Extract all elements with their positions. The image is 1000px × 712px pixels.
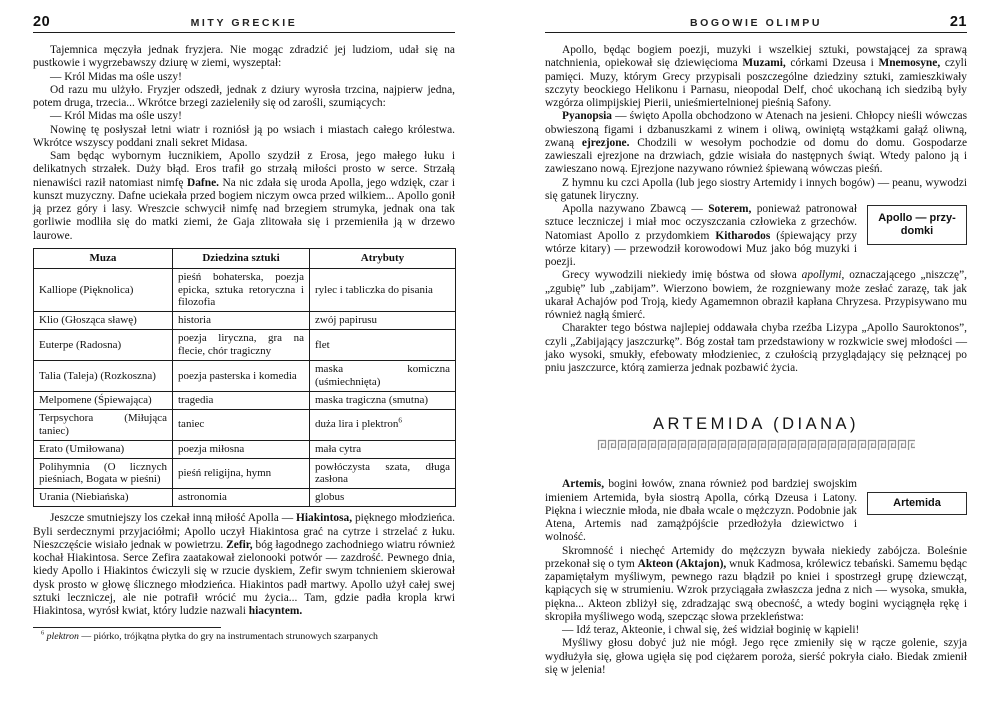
table-row bbox=[34, 312, 456, 330]
table-row bbox=[34, 458, 456, 489]
artemida-box: Artemida bbox=[867, 492, 967, 515]
running-head-left: MITY GRECKIE bbox=[190, 17, 298, 29]
table-cell: pieśń bohaterska, poezja epicka, sztuka retoryczna i filozofia bbox=[173, 268, 310, 312]
table-cell: tragedia bbox=[173, 391, 310, 409]
left-page-header bbox=[33, 14, 455, 33]
paragraph: Z hymnu ku czci Apolla (lub jego siostry Artemidy i innych bogów) — peanu, wywodzi się gatunek liryczny. bbox=[545, 176, 967, 202]
section-title: ARTEMIDA (DIANA) bbox=[652, 415, 860, 434]
paragraph: Skromność i niechęć Artemidy do mężczyzn bywała niekiedy zabójcza. Boleśnie przekonał się o tym Akteon (Aktajon), wnuk Kadmosa, królewicz tebański. Samemu będąc zapamiętałym myśliwym, pewnego razu błądził po kniei i spostrzegł grupę dziewcząt, kąpiących się w strumieniu. Wzrok przyciągała zwłaszcza jedna z nich — wysoka, smukła, piękna... Akteon zbliżył się, zdradzając swą obecność, a wtedy bogini wyciągnęła rękę i skropiła myśliwego wodą, szepcząc słowa przekleństwa: bbox=[545, 544, 967, 623]
table-cell: Urania (Niebiańska) bbox=[34, 489, 173, 507]
table-cell: Erato (Umiłowana) bbox=[34, 440, 173, 458]
table-cell: maska komiczna (uśmiechnięta) bbox=[310, 361, 456, 392]
table-header-cell: Dziedzina sztuki bbox=[173, 248, 310, 268]
table-cell: flet bbox=[310, 330, 456, 361]
section-heading-block bbox=[545, 415, 967, 452]
page-number-left: 20 bbox=[33, 14, 51, 30]
table-cell: Klio (Głosząca sławę) bbox=[34, 312, 173, 330]
table-cell: astronomia bbox=[173, 489, 310, 507]
table-cell: duża lira i plektron$^6$ bbox=[310, 409, 456, 440]
table-cell: taniec bbox=[173, 409, 310, 440]
table-row bbox=[34, 489, 456, 507]
table-cell: maska tragiczna (smutna) bbox=[310, 391, 456, 409]
table-row bbox=[34, 268, 456, 312]
paragraph: Charakter tego bóstwa najlepiej oddawała chyba rzeźba Lizypa „Apollo Sauroktonos”, czyli „Zabijający jaszczurkę”. Bóg został tam przedstawiony w rozkwicie swej młodości — jako wysoki, smukły, efebowaty młodzieniec, z czułością przyglądający się pełznącej po pniu jaszczurce, którą zamierza jednak pozbawić życia. bbox=[545, 322, 967, 374]
dialogue-line: — Król Midas ma ośle uszy! bbox=[50, 110, 182, 123]
paragraph-text: Artemis, bogini łowów, znana również pod bardziej swojskim imieniem Artemida, była siostrą Apolla, córką Dzeusa i Latony. Piękna i wiecznie młoda, nie dbała wcale o mężczyzn. Podobnie jak Atena, Artemis nad zamążpójście przedłożyła dziewictwo i wolność. bbox=[545, 478, 857, 544]
table-cell: zwój papirusu bbox=[310, 312, 456, 330]
table-row bbox=[34, 440, 456, 458]
paragraph: Od razu mu ulżyło. Fryzjer odszedł, jednak z dziury wyrosła trzcina, najpierw jedna, potem druga, trzecia... Wkrótce brzegi zazieleniły się od zarośli, szumiących: bbox=[33, 83, 455, 109]
paragraph: Jeszcze smutniejszy los czekał inną miłość Apolla — Hiakintosa, pięknego młodzieńca. Byli serdecznymi przyjaciółmi; Apollo uczył Hiakintosa grać na cytrze i strzelać z łuku. Nieszczęście wisiało jednak w powietrzu. Zefir, bóg łagodnego zachodniego wiatru również kochał Hiakintosa. Serce Zefira zaatakował zielonooki potwór — zazdrość. Pewnego dnia, kiedy Apollo i Hiakintos ćwiczyli się w rzucie dyskiem, Zefir swym tchnieniem skierował dysk prosto w głowę ślicznego młodzieńca. Hiakintos padł martwy. Apollo użył całej swej sztuki leczniczej, ale nie potrafił wrócić mu życia... Tam, gdzie padła kropla krwi Hiakintosa, wyrósł kwiat, który ludzie nazwali hiacyntem. bbox=[33, 512, 455, 617]
table-header-cell: Muza bbox=[34, 248, 173, 268]
dialogue-line: — Idź teraz, Akteonie, i chwal się, żeś widział boginię w kąpieli! bbox=[562, 624, 860, 636]
table-header-cell: Atrybuty bbox=[310, 248, 456, 268]
left-page bbox=[33, 14, 455, 643]
table-row bbox=[34, 409, 456, 440]
table-cell: Kalliope (Pięknolica) bbox=[34, 268, 173, 312]
paragraph: Grecy wywodzili niekiedy imię bóstwa od słowa apollymi, oznaczającego „niszczę”, „zgubię” lub „zabijam”. Wierzono bowiem, że rozgniewany może zesłać zarazę, tak jak ukarał Achajów pod Troją, kiedy Agamemnon obraził kapłana Chryzesa. Przypisywano mu również nagłą śmierć. bbox=[545, 269, 967, 321]
table-cell: poezja pasterska i komedia bbox=[173, 361, 310, 392]
right-page bbox=[545, 14, 967, 677]
apollo-epithets-box: Apollo — przy- domki bbox=[867, 205, 967, 245]
table-cell: rylec i tabliczka do pisania bbox=[310, 268, 456, 312]
paragraph: Pyanopsia — święto Apolla obchodzono w Atenach na jesieni. Chłopcy nieśli wówczas obwieszoną figami i dzbanuszkami z winem i oliwą, owiniętą wstążkami gałąź oliwną, zwaną ejrezjone. Chodzili w wesołym pochodzie od domu do domu. Gospodarze zawieszali ejrezjone na drzwiach, gdzie wisiała do następnych świąt. Wtedy palono ją i zawieszano nową. Ejrezjone nazywano również śpiewaną wówczas pieśń. bbox=[545, 110, 968, 176]
float-spacer bbox=[967, 478, 968, 491]
table-cell: Melpomene (Śpiewająca) bbox=[34, 391, 173, 409]
paragraph bbox=[545, 478, 967, 544]
paragraph: Tajemnica męczyła jednak fryzjera. Nie mogąc zdradzić jej ludziom, udał się na pustkowie i wygrzebawszy dziurę w ziemi, wyszeptał: bbox=[33, 44, 455, 70]
paragraph: Sam będąc wybornym łucznikiem, Apollo szydził z Erosa, jego małego łuku i delikatnych strzałek. Duży błąd. Eros trafił go strzałą miłości prosto w serce. Strzałą nienawiści raził natomiast nimfę Dafne. Na nic zdała się uroda Apolla, jego wdzięk, czar i kunszt muzyczny. Dafne uciekała przed bogiem niczym owca przed wilkiem... Apollo gonił ją przez góry i lasy. Wreszcie schwycił nimfę nad brzegiem strumyka, jednak ona tak gorliwie modliła się do matki ziemi, że Gaja zlitowała się i przemieniła ją w drzewo laurowe. bbox=[33, 150, 455, 242]
table-cell: mała cytra bbox=[310, 440, 456, 458]
table-row bbox=[34, 391, 456, 409]
table-cell: Euterpe (Radosna) bbox=[34, 330, 173, 361]
running-head-right: BOGOWIE OLIMPU bbox=[689, 17, 823, 29]
table-row bbox=[34, 330, 456, 361]
dialogue-line: — Król Midas ma ośle uszy! bbox=[50, 70, 182, 83]
footnote: $^6$ plektron — piórko, trójkątna płytka do gry na instrumentach strunowych szarpanych bbox=[41, 629, 378, 643]
table-cell: poezja liryczna, gra na flecie, chór tragiczny bbox=[173, 330, 310, 361]
table-cell: Talia (Taleja) (Rozkoszna) bbox=[34, 361, 173, 392]
table-row bbox=[34, 361, 456, 392]
table-header-row bbox=[34, 248, 456, 268]
muses-table bbox=[33, 248, 456, 508]
paragraph: Apollo, będąc bogiem poezji, muzyki i wszelkiej sztuki, powstającej za sprawą natchnienia, opiekował się dziewięcioma Muzami, córkami Dzeusa i Mnemosyne, czyli pamięci. Muzy, którym Grecy przypisali poszczególne dziedziny sztuki, zamieszkiwały szczyty beockiego Helikonu i Parnasu, nieopodal Delf, choć ukochaną ich siedzibą były wzgórza olimpijskiej Pierii, unieśmiertelnionej pieśnią Safony. bbox=[545, 44, 967, 109]
meander-ornament bbox=[597, 439, 915, 452]
table-cell: poezja miłosna bbox=[173, 440, 310, 458]
footnote-rule bbox=[33, 627, 221, 628]
page-number-right: 21 bbox=[949, 14, 967, 30]
table-cell: Terpsychora (Miłująca taniec) bbox=[34, 409, 173, 440]
paragraph: Myśliwy głosu dobyć już nie mógł. Jego ręce zmieniły się w rącze golenie, szyja wydłużyła się, głowa ugięła się pod ciężarem poroża, sierść pokryła ciało. Biedak zmienił się w jelenia! bbox=[545, 637, 967, 676]
table-cell: globus bbox=[310, 489, 456, 507]
table-cell: historia bbox=[173, 312, 310, 330]
paragraph: Nowinę tę posłyszał letni wiatr i rozniósł ją po wsiach i miastach całego królestwa. Wkrótce wszyscy poddani znali sekret Midasa. bbox=[33, 123, 455, 149]
table-cell: pieśń religijna, hymn bbox=[173, 458, 310, 489]
paragraph-text: Apolla nazywano Zbawcą — Soterem, ponieważ patronował sztuce leczniczej i miał moc oczyszczania człowieka z grzechów. Natomiast Apollo z przydomkiem Kitharodos (śpiewający przy wtórze kitary) — przewodził korowodowi Muz jako bóg muzyki i poezji. bbox=[545, 203, 857, 268]
table-cell: Polihymnia (O licznych pieśniach, Bogata w pieśni) bbox=[34, 458, 173, 489]
paragraph bbox=[545, 203, 967, 269]
table-cell: powłóczysta szata, długa zasłona bbox=[310, 458, 456, 489]
right-page-header bbox=[545, 14, 967, 33]
